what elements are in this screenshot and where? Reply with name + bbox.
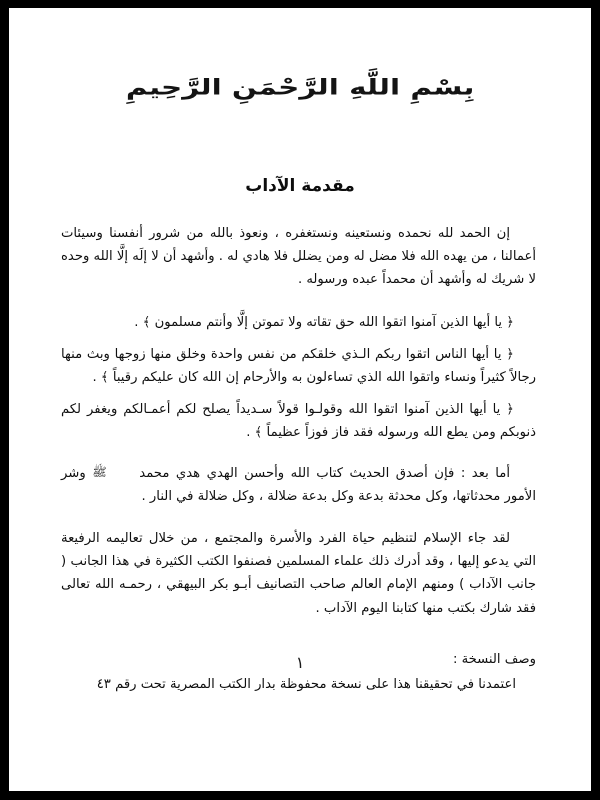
- paragraph-khutbah: [61, 222, 536, 292]
- verse-text: يا أيها الذين آمنوا اتقوا الله وقولـوا قولاً سـديداً يصلح لكم أعمـالكم ويغفر لكم ذنوبكم ومن يطع الله ورسوله فقد فاز فوزاً عظيماً: [61, 402, 536, 441]
- page-number: ١: [295, 653, 305, 672]
- amma-baad-text-after: وشر الأمور محدثاتها، وكل محدثة بدعة وكل بدعة ضلالة ، وكل ضلالة في النار .: [61, 465, 536, 504]
- page-sheet: [9, 8, 591, 791]
- verse-open-bracket-icon: ﴿: [506, 314, 514, 330]
- spacer: [61, 519, 536, 527]
- spacer: [61, 303, 536, 311]
- manuscript-body-text: اعتمدنا في تحقيقنا هذا على نسخة محفوظة بدار الكتب المصرية تحت رقم ٤٣: [96, 677, 516, 693]
- manuscript-description-text: [61, 673, 536, 696]
- quran-verse-3: [61, 398, 536, 444]
- khutbah-text: إن الحمد لله نحمده ونستعينه ونستغفره ، ونعوذ بالله من شرور أنفسنا وسيئات أعمالنا ، من يهده الله فلا مضل له ومن يضلل فلا هادي له . وأشهد أن لا إلَه إلَّا الله وحده لا شريك له وأشهد أن محمداً عبده ورسوله .: [61, 226, 536, 288]
- quran-verse-1: [61, 311, 536, 334]
- page-title: مقدمة الآداب: [245, 176, 355, 196]
- verse-terminator: .: [246, 425, 251, 441]
- basmala-block: [9, 76, 591, 101]
- verse-terminator: .: [92, 370, 97, 386]
- page-content-area: [9, 8, 591, 791]
- paragraph-introduction: [61, 527, 536, 620]
- verse-close-bracket-icon: ﴾: [254, 425, 263, 441]
- verse-open-bracket-icon: ﴿: [506, 402, 514, 418]
- verse-close-bracket-icon: ﴾: [100, 370, 109, 386]
- sallallahu-alayhi-wasallam-icon: ﷺ: [92, 464, 107, 479]
- verse-text: يا أيها الذين آمنوا اتقوا الله حق تقاته ولا تموتن إلَّا وأنتم مسلمون: [154, 314, 503, 330]
- quran-verse-2: [61, 343, 536, 389]
- paragraph-amma-baad: [61, 462, 536, 508]
- spacer: [61, 631, 536, 648]
- introduction-text: لقد جاء الإسلام لتنظيم حياة الفرد والأسرة والمجتمع ، من خلال تعاليمه الرفيعة التي يدعو إليها ، وقد أدرك ذلك علماء المسلمين فصنفوا الكتب الكثيرة في هذا الجانب ( جانب الآداب ) ومنهم الإمام العالم صاحب التصانيف أبـو بكر البيهقي ، رحمـه الله تعالى فقد شارك بكتب منها كتابنا اليوم الآداب .: [61, 531, 536, 616]
- verse-terminator: .: [134, 314, 139, 330]
- verse-open-bracket-icon: ﴿: [506, 346, 514, 362]
- manuscript-label-text: وصف النسخة :: [452, 651, 536, 667]
- body-text-column: [61, 222, 536, 696]
- verse-text: يا أيها الناس اتقوا ربكم الـذي خلقكم من نفس واحدة وخلق منها زوجها وبث منها رجالاً كثيراً ونساء واتقوا الله الذي تساءلون به والأرحام إن الله كان عليكم رقيباً: [61, 346, 536, 386]
- basmala-calligraphy: بِسْمِ اللَّهِ الرَّحْمَنِ الرَّحِيمِ: [125, 75, 475, 101]
- verse-close-bracket-icon: ﴾: [142, 314, 151, 330]
- amma-baad-text-before: فإن أصدق الحديث كتاب الله وأحسن الهدي هدي محمد: [139, 465, 455, 481]
- amma-baad-opening: أما بعد :: [460, 465, 511, 481]
